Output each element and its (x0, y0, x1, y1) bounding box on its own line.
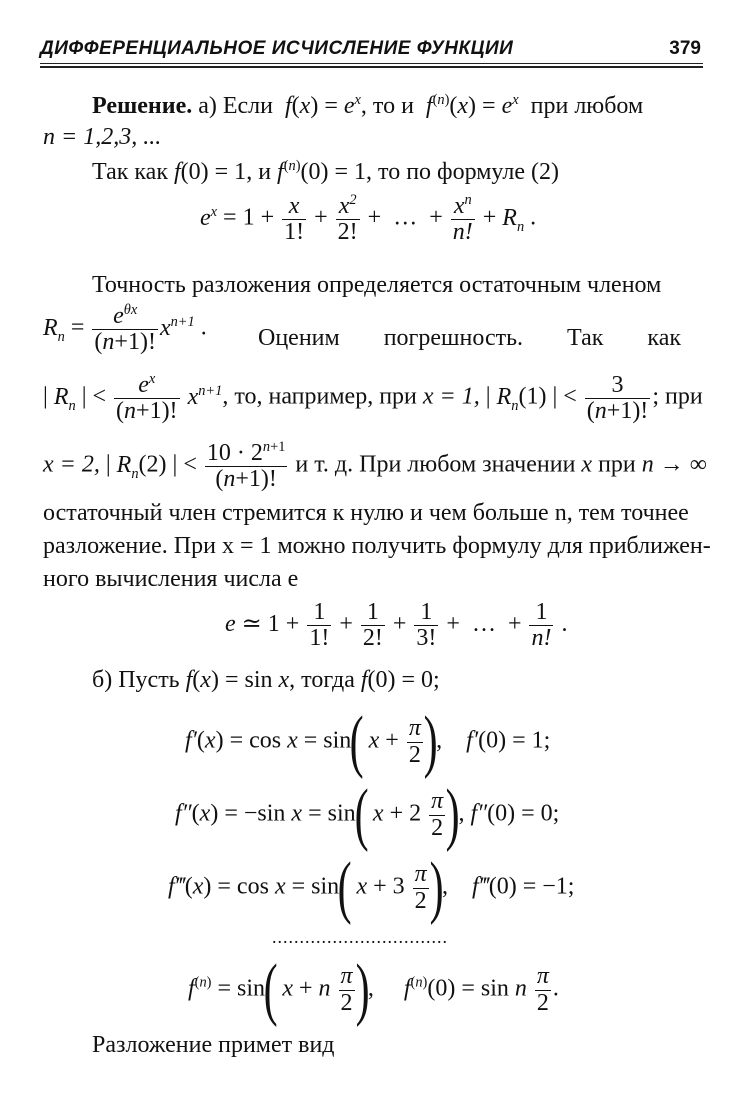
text-line-approx: ного вычисления числа e (43, 566, 299, 592)
page-number: 379 (669, 38, 701, 59)
running-title: ДИФФЕРЕНЦИАЛЬНОЕ ИСЧИСЛЕНИЕ ФУНКЦИИ (40, 38, 514, 59)
paragraph-inequality: | $R_n$ | < $\frac{e^x}{(n+1)!}$ $x^{n+1}$, то, например, при x = 1, | $R_n(1)$ | < $\frac{3}{(n+1)!}$ ; при (43, 371, 703, 425)
formula-first-derivative: f′(x) = cos x = sin( x + $\frac{\pi}{2}$ ), f′(0) = 1; (185, 703, 551, 780)
formula-third-derivative: f‴(x) = cos x = sin( x + 3 $\frac{\pi}{2}$ ), f‴(0) = −1; (168, 849, 575, 926)
formula-nth-derivative: $f^{(n)} = \sin$( x + n $\frac{\pi}{2}$ ), $f^{(n)}(0) = \sin n$ $\frac{\pi}{2}$ . (188, 951, 559, 1028)
text-line-tends: остаточный член стремится к нулю и чем больше n, тем точнее (43, 500, 689, 526)
n-values: n = 1,2,3, ... (43, 124, 162, 150)
paragraph-solution: Решение. а) Если $f(x) = e^x$, то и $f^{(n)}(x) = e^x$ при любом (92, 92, 644, 119)
paragraph-accuracy: Точность разложения определяется остаточным членом (92, 272, 662, 298)
header-rule (40, 63, 703, 64)
paragraph-since: Так как f(0) = 1, и $f^{(n)}(0) = 1$, то по формуле (2) (92, 158, 559, 185)
header-rule-thick (40, 66, 703, 68)
text-line-expansion: разложение. При x = 1 можно получить формулу для приближен- (43, 533, 711, 559)
paragraph-final: Разложение примет вид (92, 1032, 335, 1058)
page-header (40, 36, 703, 66)
dotted-separator: ................................ (272, 927, 448, 947)
solution-label: Решение. (92, 93, 193, 119)
formula-second-derivative: f″(x) = −sin x = sin( x + 2 $\frac{\pi}{2}$ ), f″(0) = 0; (175, 776, 560, 853)
paragraph-remainder: $R_n$ = $\frac{e^{\theta x}}{(n+1)!}$ $x^{n+1}$ . Оценим погрешность. Так как (43, 302, 682, 356)
formula-e-approx: e ≃ 1 + $\frac{1}{1!}$ + $\frac{1}{2!}$ + $\frac{1}{3!}$ + … + $\frac{1}{n!}$ . (225, 599, 568, 652)
paragraph-part-b: б) Пусть f(x) = sin x, тогда f(0) = 0; (92, 667, 440, 693)
formula-exp-expansion: $e^x = 1$ + $\frac{x}{1!}$ + $\frac{x^2}{2!}$ + … + $\frac{x^n}{n!}$ + $R_n$ . (200, 192, 537, 246)
paragraph-x2: x = 2, | $R_n(2)$ | < $\frac{10 \cdot 2^{n+1}}{(n+1)!}$ и т. д. При любом значении x при n → ∞ (43, 439, 707, 493)
